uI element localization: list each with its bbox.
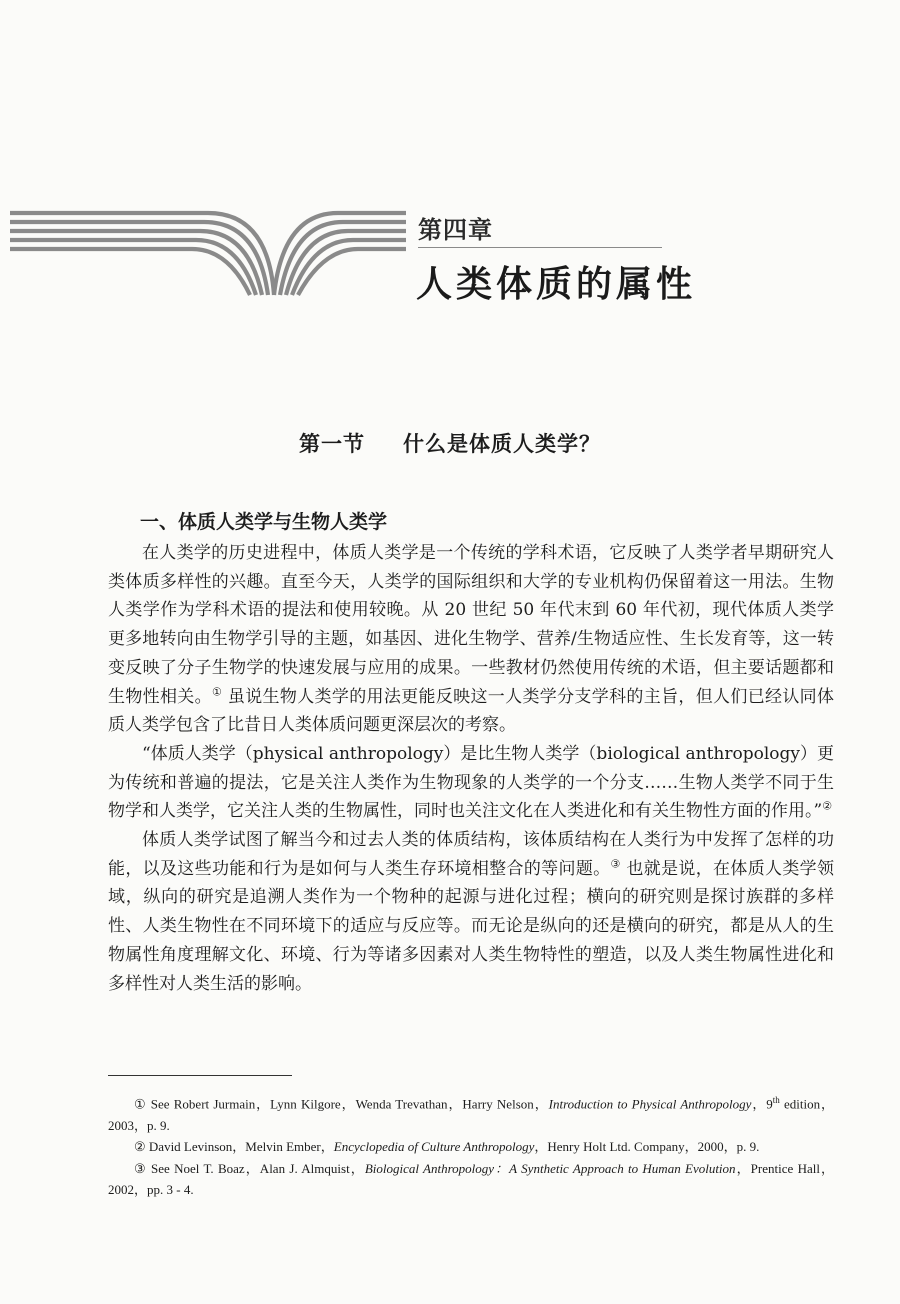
subsection-heading: 一、体质人类学与生物人类学 bbox=[140, 511, 388, 533]
section-heading bbox=[0, 428, 900, 458]
chapter-number: 第四章 bbox=[418, 216, 493, 244]
paragraph: 体质人类学试图了解当今和过去人类的体质结构，该体质结构在人类行为中发挥了怎样的功能，以及这些功能和行为是如何与人类生存环境相整合的等问题。③ 也就是说，在体质人类学领域，纵向的研究是追溯人类作为一个物种的起源与进化过程；横向的研究则是探讨族群的多样性、人类生物性在不同环境下的适应与反应等。而无论是纵向的还是横向的研究，都是从人的生物属性角度理解文化、环境、行为等诸多因素对人类生物特性的塑造，以及人类生物属性进化和多样性对人类生活的影响。 bbox=[108, 830, 835, 994]
footnote-mark: ② bbox=[134, 1139, 146, 1155]
footnotes bbox=[108, 1090, 834, 1201]
body-text bbox=[108, 539, 834, 998]
footnote-ref[interactable]: ② bbox=[822, 799, 833, 813]
footnote-divider bbox=[108, 1075, 292, 1076]
footnote-mark: ① bbox=[134, 1096, 147, 1112]
paragraph: 在人类学的历史进程中，体质人类学是一个传统的学科术语，它反映了人类学者早期研究人类体质多样性的兴趣。直至今天，人类学的国际组织和大学的专业机构仍保留着这一用法。生物人类学作为学科术语的提法和使用较晚。从 20 世纪 50 年代末到 60 年代初，现代体质人类学更多地转向由生物学引导的主题，如基因、进化生物学、营养/生物适应性、生长发育等，这一转变反映了分子生物学的快速发展与应用的成果。一些教材仍然使用传统的术语，但主要话题都和生物性相关。① 虽说生物人类学的用法更能反映这一人类学分支学科的主旨，但人们已经认同体质人类学包含了比昔日人类体质问题更深层次的考察。 bbox=[108, 543, 835, 736]
paragraph: “体质人类学（physical anthropology）是比生物人类学（biological anthropology）更为传统和普遍的提法，它是关注人类作为生物现象的人类学的一个分支……生物人类学不同于生物学和人类学，它关注人类的生物属性，同时也关注文化在人类进化和有关生物性方面的作用。”② bbox=[108, 743, 834, 822]
chapter-title: 人类体质的属性 bbox=[416, 264, 697, 305]
section-title: 什么是体质人类学？ bbox=[403, 432, 601, 456]
footnote: ② David Levinson，Melvin Ember，Encyclopedia of Culture Anthropology，Henry Holt Ltd. Company，2000，p. 9. bbox=[134, 1139, 760, 1155]
footnote: ③ See Noel T. Boaz，Alan J. Almquist，Biological Anthropology：A Synthetic Approach to Human Evolution，Prentice Hall，2002，pp. 3 - 4. bbox=[108, 1160, 835, 1198]
section-number: 第一节 bbox=[299, 432, 365, 456]
footnote: ① See Robert Jurmain，Lynn Kilgore，Wenda Trevathan，Harry Nelson，Introduction to Physical Anthropology，9th edition，2003，p. 9. bbox=[108, 1095, 835, 1133]
footnote-mark: ③ bbox=[134, 1160, 147, 1176]
footnote-ref[interactable]: ③ bbox=[610, 857, 621, 871]
chapter-rule bbox=[418, 247, 662, 248]
footnote-ref[interactable]: ① bbox=[211, 684, 223, 698]
chapter-ornament bbox=[8, 205, 408, 305]
